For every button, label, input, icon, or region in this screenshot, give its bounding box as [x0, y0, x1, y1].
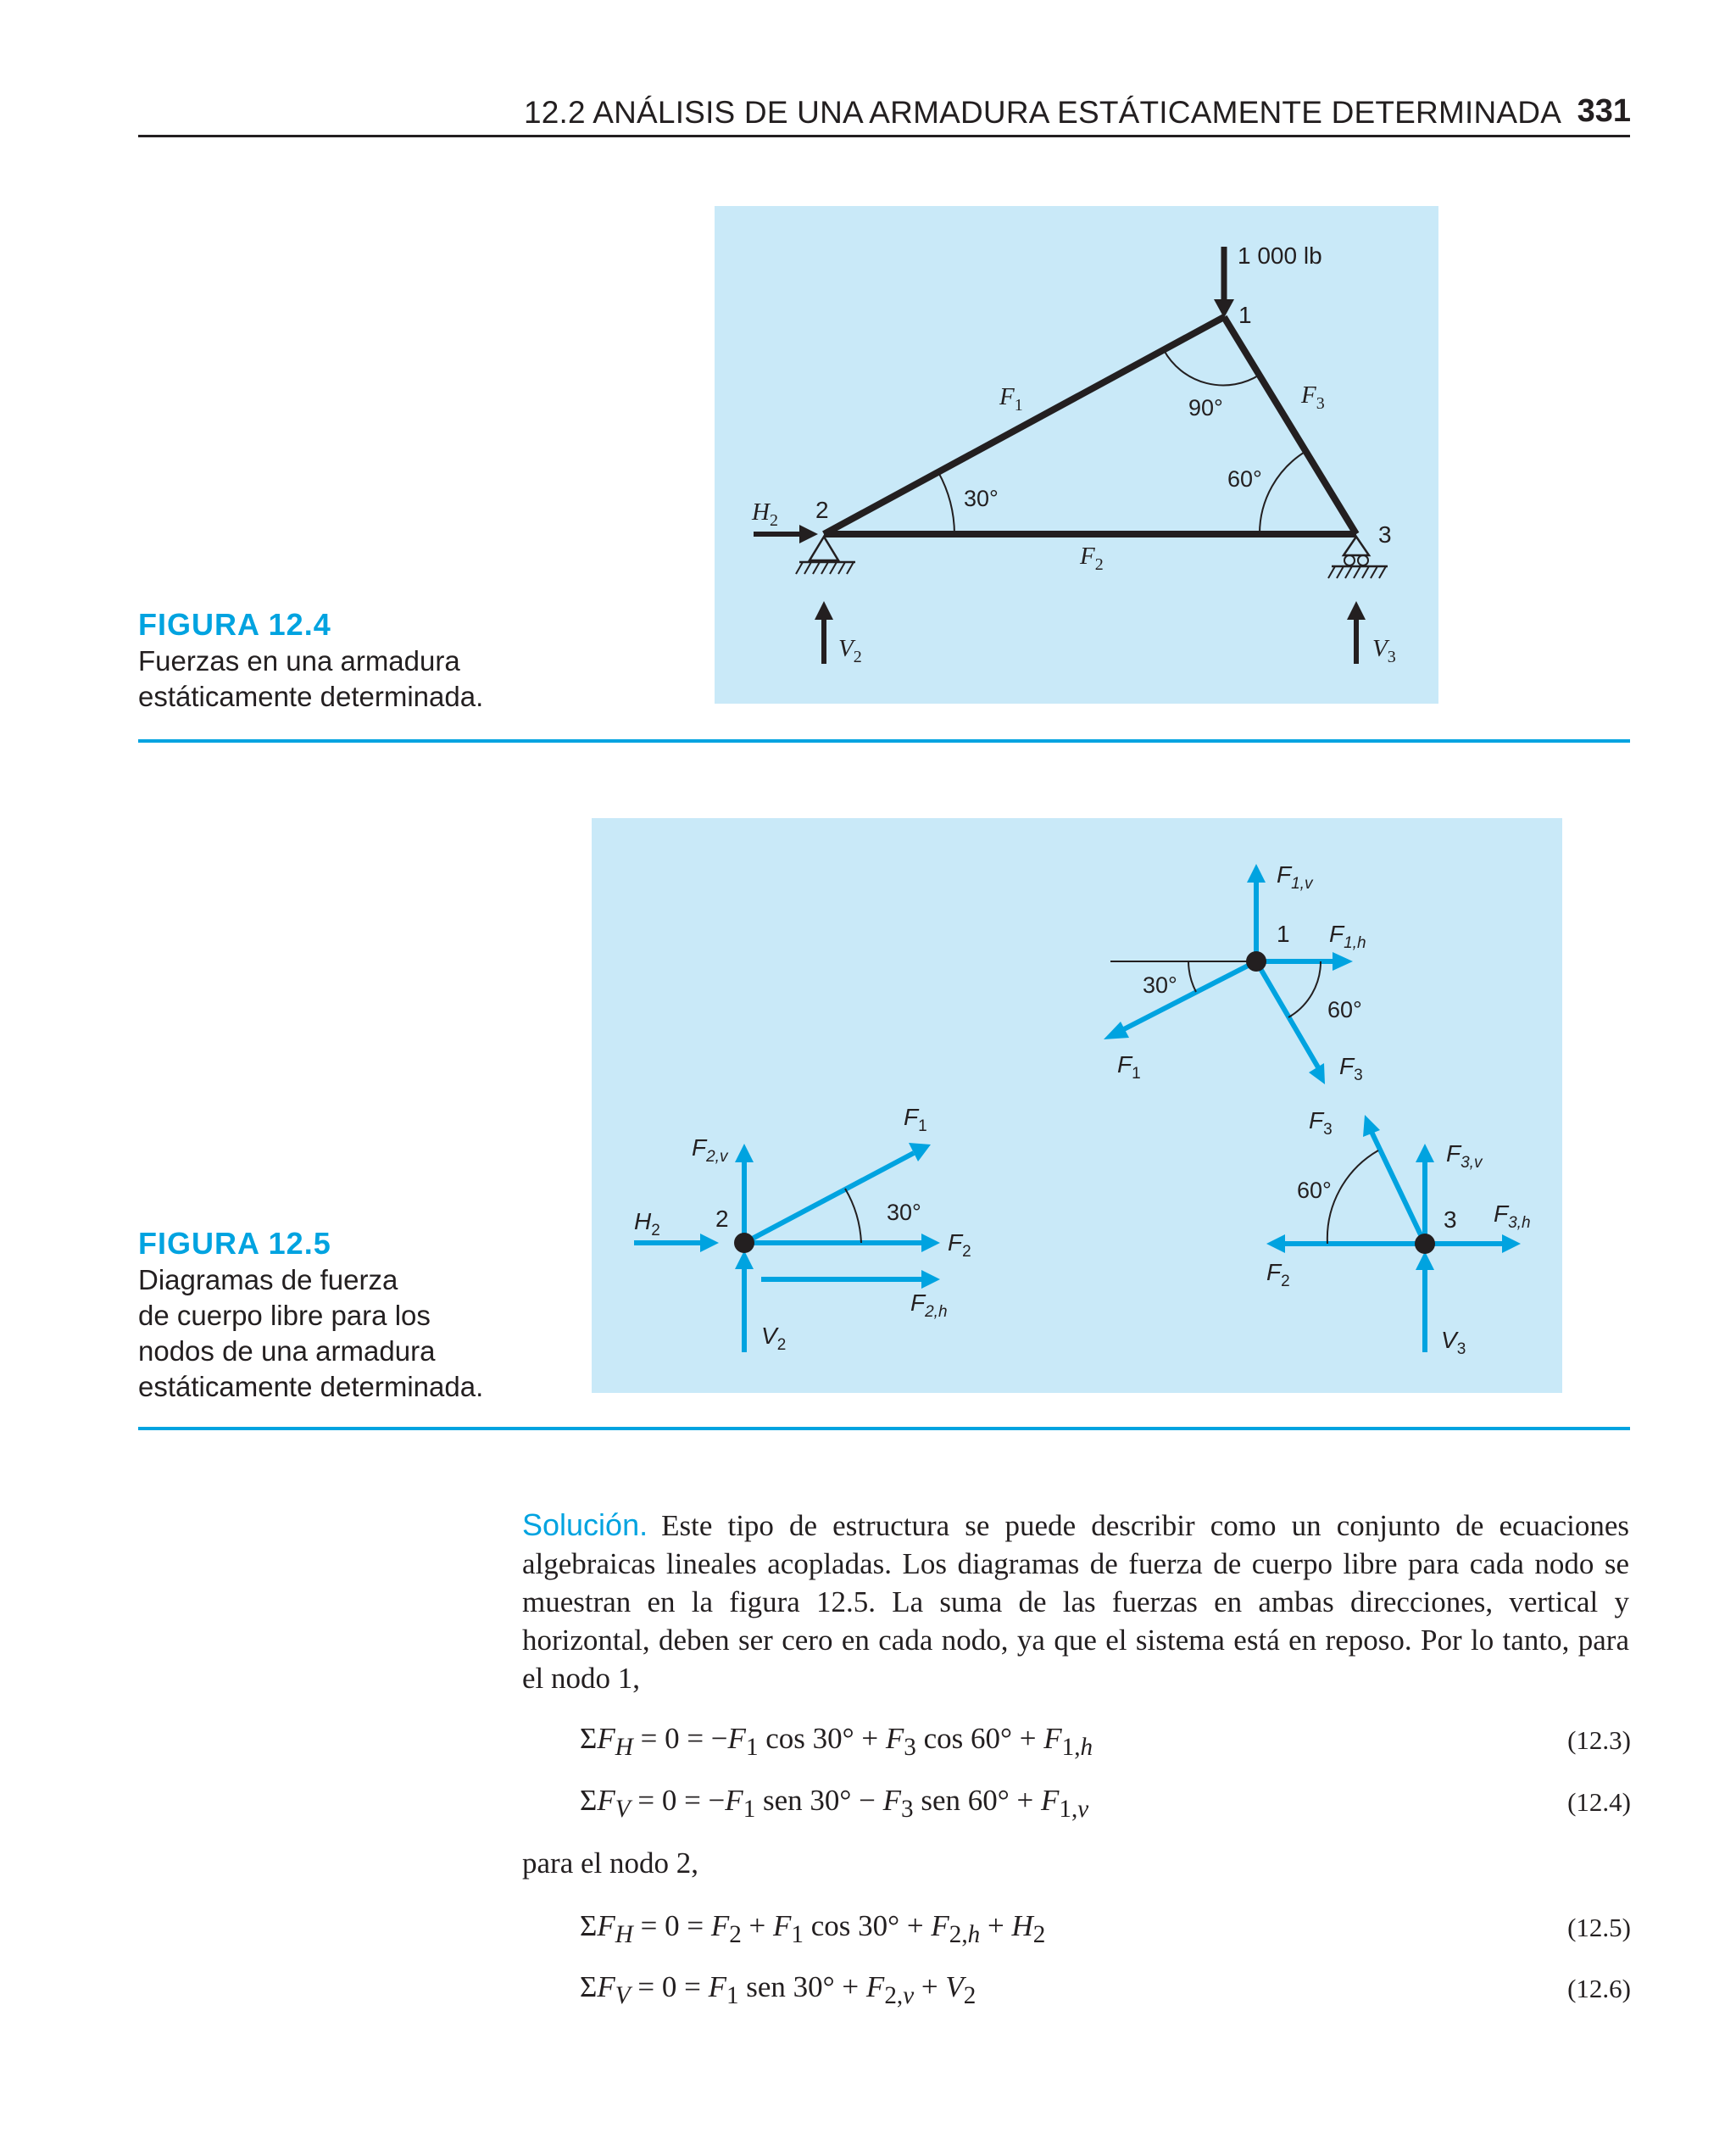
equation-number-12-6: (12.6): [1567, 1974, 1631, 2003]
node2-angle-30-label: 30°: [887, 1200, 921, 1225]
node1-angle-60-label: 60°: [1327, 997, 1362, 1022]
node3-dot: [1415, 1234, 1435, 1254]
equation-12-5: $\Sigma F_H = 0 = F_2 + F_1$ $\cos 30^\circ + F_{2,h} + H_2$: [580, 1909, 1046, 1948]
page-number: 331: [1577, 93, 1631, 129]
node1-angle-30-arc: [1188, 961, 1196, 992]
label-f3-node1: $F_3$: [1339, 1053, 1363, 1084]
figure-12-4-panel: [715, 206, 1438, 704]
node-label-1: 1: [1277, 921, 1290, 947]
roller-support: [1344, 537, 1369, 555]
node1-angle-30-label: 30°: [1143, 972, 1177, 998]
solution-text: Este tipo de estructura se puede describir como un conjunto de ecuaciones algebraicas lineales acopladas. Los diagramas de fuerza de cuerpo libre para cada nodo se muestran en la figura 12.5. La suma de las fuerzas en ambas direcciones, vertical y horizontal, deben ser cero en cada nodo, ya que el sistema está en reposo. Por lo tanto, para el nodo 1,: [522, 1509, 1629, 1695]
member-label-f3: $F_3$: [1301, 382, 1325, 413]
figure-12-4-rule: [138, 739, 1630, 743]
equation-12-6: $\Sigma F_V = 0 = F_1$ sen $30^\circ + F_{2,v} + V_2$: [580, 1970, 976, 2009]
label-f1v: $F_{1,v}$: [1277, 861, 1313, 893]
label-f1-node1: $F_1$: [1117, 1051, 1141, 1083]
node3-angle-60-arc: [1327, 1150, 1378, 1244]
label-v3: $V_3$: [1441, 1327, 1466, 1358]
figure-12-5-rule: [138, 1427, 1630, 1430]
node-label-2: 2: [815, 497, 829, 523]
label-f2-node2: $F_2$: [948, 1229, 971, 1261]
node2-dot: [734, 1233, 754, 1253]
label-f2-node3: $F_2$: [1266, 1259, 1290, 1290]
member-f1: [824, 317, 1224, 534]
node-label-2: 2: [715, 1206, 729, 1232]
angle-label-30: 30°: [964, 486, 999, 511]
label-v2: $V_2$: [761, 1323, 787, 1354]
node2-intro: para el nodo 2,: [522, 1846, 698, 1880]
solution-lead: Solución.: [522, 1507, 648, 1542]
equation-number-12-3: (12.3): [1567, 1725, 1631, 1755]
angle-arc-30: [938, 472, 954, 534]
running-head: 12.2 ANÁLISIS DE UNA ARMADURA ESTÁTICAMENTE DETERMINADA: [524, 95, 1562, 130]
member-label-f1: $F_1$: [999, 383, 1023, 415]
angle-label-90: 90°: [1188, 395, 1223, 421]
angle-arc-60: [1260, 451, 1306, 534]
node1-angle-60-arc: [1288, 961, 1321, 1017]
reaction-label-h2: $H_2$: [752, 499, 778, 530]
figure-12-4-diagram: [715, 206, 1438, 704]
member-f3: [1224, 317, 1356, 534]
node3-f3-arrow: [1372, 1132, 1425, 1244]
node-label-1: 1: [1238, 302, 1252, 328]
label-f3-node3: $F_3$: [1309, 1107, 1333, 1139]
label-f1-node2: $F_1$: [904, 1104, 927, 1135]
member-label-f2: $F_2$: [1080, 543, 1104, 574]
label-f3h: $F_{3,h}$: [1494, 1200, 1531, 1232]
node1-f3-arrow: [1256, 961, 1318, 1067]
node-label-3: 3: [1444, 1206, 1457, 1233]
label-f2v: $F_{2,v}$: [692, 1134, 728, 1166]
node-label-3: 3: [1378, 521, 1392, 548]
figure-12-5-caption: Diagramas de fuerza de cuerpo libre para los nodos de una armadura estáticamente determinada.: [138, 1264, 484, 1402]
figure-12-4-title: FIGURA 12.4: [138, 607, 331, 642]
node1-dot: [1246, 951, 1266, 972]
reaction-label-v2: $V_2$: [838, 635, 862, 666]
label-f3v: $F_{3,v}$: [1446, 1140, 1483, 1172]
header-rule: [138, 135, 1630, 137]
load-label: 1 000 lb: [1238, 242, 1322, 269]
equation-12-4: $\Sigma F_V = 0 = -F_1$ sen $30^\circ - F_3$ sen $60^\circ + F_{1,v}$: [580, 1784, 1089, 1823]
label-f2h: $F_{2,h}$: [910, 1289, 948, 1321]
figure-12-5-diagram: [592, 818, 1562, 1393]
pin-support: [810, 537, 838, 560]
equation-number-12-5: (12.5): [1567, 1913, 1631, 1942]
node2-f1-arrow: [744, 1153, 914, 1243]
equation-number-12-4: (12.4): [1567, 1787, 1631, 1817]
node3-angle-60-label: 60°: [1297, 1178, 1332, 1203]
figure-12-5-panel: [592, 818, 1562, 1393]
figure-12-5-title: FIGURA 12.5: [138, 1226, 331, 1261]
node2-angle-30-arc: [845, 1189, 861, 1243]
figure-12-4-caption: Fuerzas en una armadura estáticamente determinada.: [138, 645, 484, 712]
reaction-label-v3: $V_3$: [1372, 635, 1396, 666]
solution-paragraph: [522, 1506, 1629, 1697]
node1-f1-arrow: [1119, 961, 1256, 1032]
label-f1h: $F_{1,h}$: [1329, 921, 1366, 952]
angle-label-60: 60°: [1227, 466, 1262, 492]
label-h2: $H_2$: [634, 1208, 660, 1239]
equation-12-3: $\Sigma F_H = 0 = -F_1$ $\cos 30^\circ + F_3$ $\cos 60^\circ + F_{1,h}$: [580, 1722, 1093, 1761]
